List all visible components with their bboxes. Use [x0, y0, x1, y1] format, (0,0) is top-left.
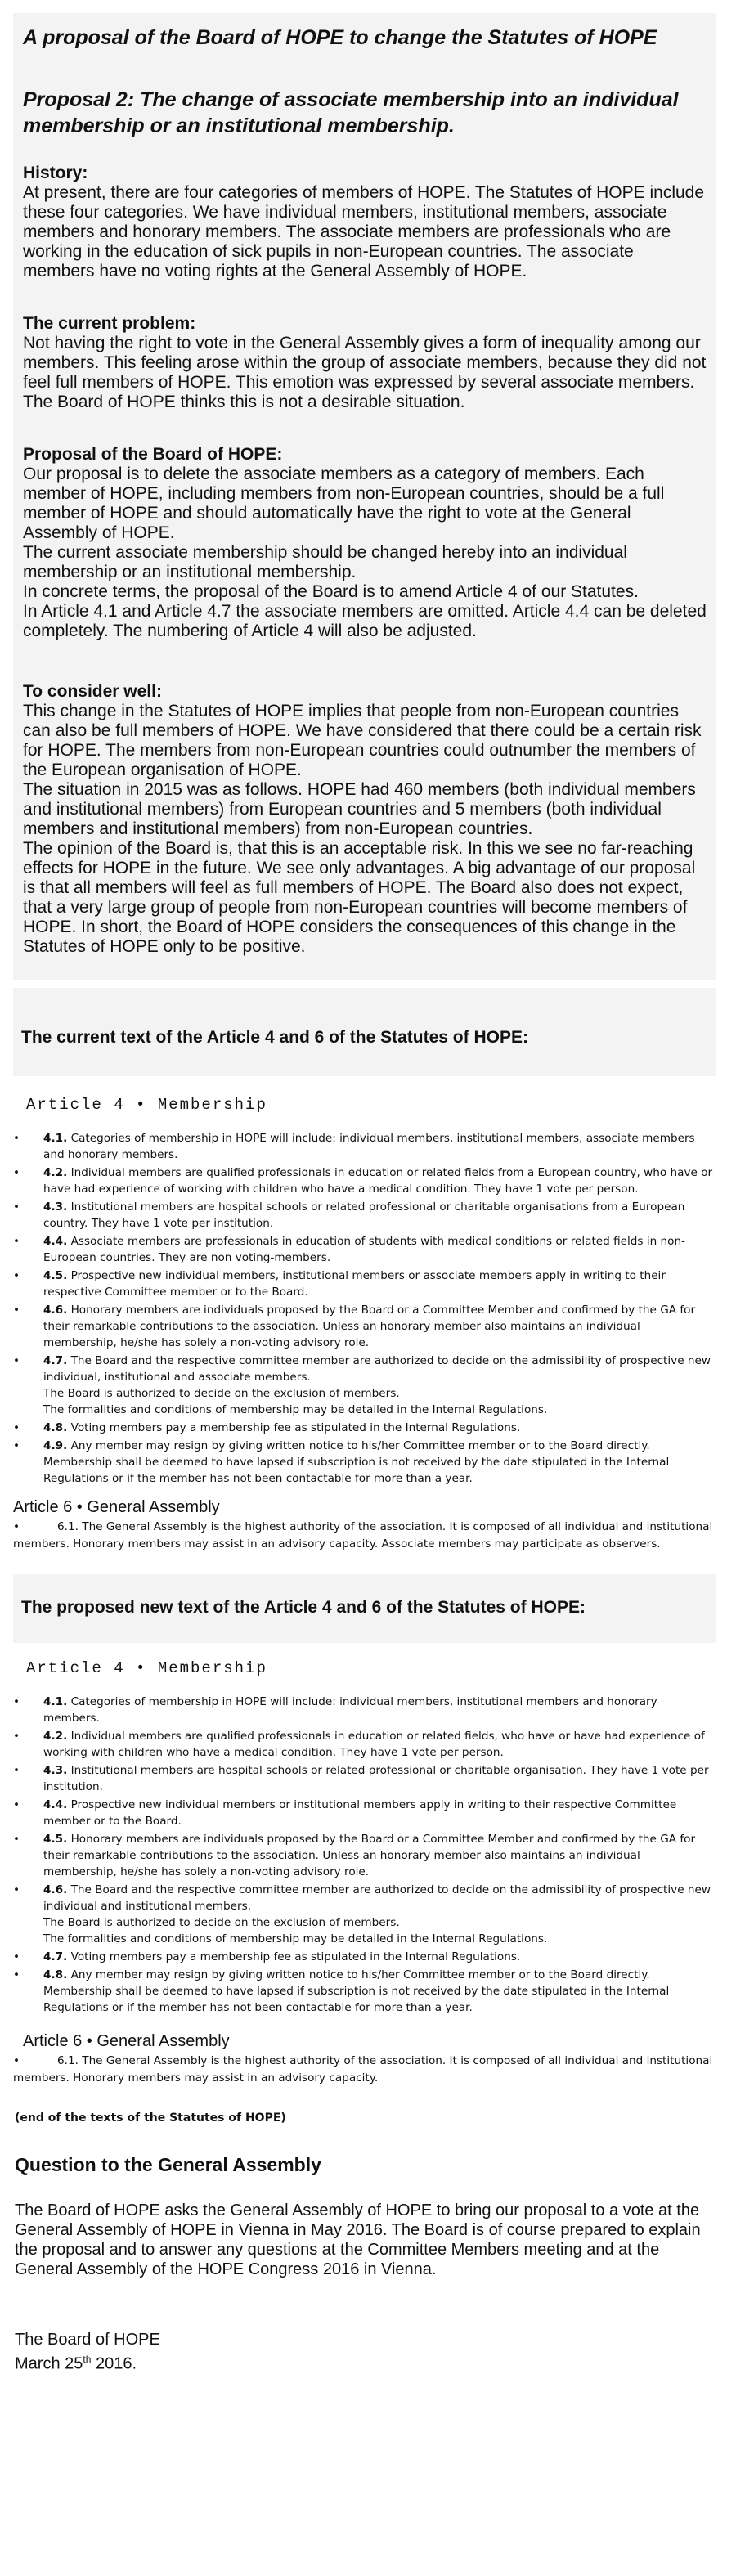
section-to-consider — [23, 682, 707, 957]
article-item-number: 4.3. — [43, 1764, 68, 1777]
signature-date-year: 2016. — [91, 2354, 137, 2373]
current-text-title: The current text of the Article 4 and 6 of the Statutes of HOPE: — [21, 1028, 528, 1047]
signature-date — [15, 2349, 716, 2374]
proposal-title: Proposal 2: The change of associate membership into an individual membership or an institutional membership. — [23, 88, 679, 137]
section-heading: The current problem: — [23, 314, 196, 333]
proposed-article6-heading: Article 6 • General Assembly — [23, 2032, 230, 2050]
article6-paragraph: 6.1. The General Assembly is the highest authority of the association. It is composed of all individual and institutional members. Honorary members may assist in an advisory capacity. — [13, 2054, 713, 2085]
article-item — [13, 1199, 716, 1232]
article-item-number: 4.7. — [43, 1950, 68, 1963]
article-item-number: 4.1. — [43, 1695, 68, 1708]
section-paragraph: This change in the Statutes of HOPE implies that people from non-European countries can also be full members of HOPE. We have considered that there could be a certain risk for HOPE. The members from non-European countries could outnumber the members of the European organisation of HOPE. — [23, 702, 702, 779]
current-article4-list — [13, 1130, 716, 1487]
document-title: A proposal of the Board of HOPE to change the Statutes of HOPE — [23, 26, 657, 49]
bullet: • — [13, 1304, 20, 1317]
article-item — [13, 1420, 716, 1436]
article-item-number: 4.7. — [43, 1354, 68, 1367]
article-item-text: Individual members are qualified professionals in education or related fields, who have or have had experience of working with children who have a medical condition. They have 1 vote per person. — [43, 1730, 705, 1759]
article-item — [13, 1967, 716, 2016]
article-item-number: 4.9. — [43, 1439, 68, 1452]
proposed-text-title: The proposed new text of the Article 4 and 6 of the Statutes of HOPE: — [21, 1598, 586, 1617]
bullet: • — [13, 1354, 20, 1367]
bullet: • — [13, 1166, 20, 1179]
article-item-text: Categories of membership in HOPE will include: individual members, institutional members and honorary members. — [43, 1695, 657, 1725]
article-item-text: Associate members are professionals in education of students with medical conditions or related fields in non-European countries. They are non voting-members. — [43, 1235, 685, 1264]
article-item — [13, 1949, 716, 1965]
article-item-text: Prospective new individual members, institutional members or associate members apply in writing to their respective Committee member or to the Board. — [43, 1269, 666, 1299]
signature-block — [15, 2330, 716, 2374]
article-item-text: Individual members are qualified professionals in education or related fields from a European country, who have or have had experience of working with children who have a medical condition. They have 1 vote per person. — [43, 1166, 713, 1196]
bullet: • — [13, 1764, 20, 1777]
bullet: • — [13, 2054, 20, 2067]
article-item-text: Prospective new individual members or institutional members apply in writing to their respective Committee member or to the Board. — [43, 1798, 677, 1828]
section-board-proposal — [23, 445, 707, 641]
article6-paragraph: 6.1. The General Assembly is the highest authority of the association. It is composed of all individual and institutional members. Honorary members may assist in an advisory capacity. Associate members may participate as observers. — [13, 1520, 713, 1551]
article-item — [13, 1353, 716, 1418]
bullet: • — [13, 1798, 20, 1811]
bullet: • — [13, 1235, 20, 1248]
section-paragraph: In Article 4.1 and Article 4.7 the associate members are omitted. Article 4.4 can be deleted completely. The numbering of Article 4 will also be adjusted. — [23, 602, 707, 640]
proposed-article4-list — [13, 1694, 716, 2016]
article-item-number: 4.4. — [43, 1798, 68, 1811]
article-item-extra: The Board is authorized to decide on the exclusion of members. — [43, 1387, 400, 1400]
bullet: • — [13, 1421, 20, 1434]
article-item — [13, 1797, 716, 1829]
article-item — [13, 1762, 716, 1795]
current-article6-heading: Article 6 • General Assembly — [13, 1498, 220, 1516]
article-item-extra: The formalities and conditions of membership may be detailed in the Internal Regulations. — [43, 1932, 548, 1945]
section-heading: To consider well: — [23, 682, 162, 701]
section-paragraph: The current associate membership should be changed hereby into an individual membership or an institutional membership. — [23, 543, 627, 581]
article-item — [13, 1438, 716, 1487]
article-item-extra: Membership shall be deemed to have lapsed if subscription is not received by the date stipulated in the Internal Regulations or if the member has not been contactable for more than a year. — [43, 1456, 670, 1485]
current-text-banner — [13, 988, 716, 1076]
article-item-number: 4.5. — [43, 1269, 68, 1282]
article-item-text: Institutional members are hospital schools or related professional or charitable organisations from a European country. They have 1 vote per institution. — [43, 1200, 685, 1230]
article-item — [13, 1831, 716, 1880]
article-item-text: The Board and the respective committee member are authorized to decide on the admissibility of prospective new individual and institutional members. — [43, 1883, 711, 1913]
article-item — [13, 1268, 716, 1300]
article-item-number: 4.8. — [43, 1421, 68, 1434]
bullet: • — [13, 1439, 20, 1452]
article-item — [13, 1728, 716, 1761]
section-current-problem — [23, 314, 707, 412]
article-item — [13, 1233, 716, 1266]
bullet: • — [13, 1950, 20, 1963]
article-item-number: 4.6. — [43, 1304, 68, 1317]
document-page — [13, 13, 716, 2374]
article-item — [13, 1130, 716, 1163]
question-text: The Board of HOPE asks the General Assembly of HOPE to bring our proposal to a vote at the General Assembly of HOPE in Vienna in May 2016. The Board is of course prepared to explain the proposal and to answer any questions at the Committee Members meeting and at the General Assembly of the HOPE Congress 2016 in Vienna. — [15, 2201, 701, 2278]
article-item-text: Institutional members are hospital schools or related professional or charitable organisation. They have 1 vote per institution. — [43, 1764, 709, 1793]
article-item-number: 4.5. — [43, 1833, 68, 1846]
section-paragraph: At present, there are four categories of members of HOPE. The Statutes of HOPE include these four categories. We have individual members, institutional members, associate members and honorary members. The associate members are professionals who are working in the education of sick pupils in non-European countries. The associate members have no voting rights at the General Assembly of HOPE. — [23, 183, 705, 280]
article-item-extra: The formalities and conditions of membership may be detailed in the Internal Regulations. — [43, 1403, 548, 1416]
bullet: • — [13, 1730, 20, 1743]
article-item-text: Honorary members are individuals proposed by the Board or a Committee Member and confirmed by the GA for their remarkable contributions to the association. Unless an honorary member also maintains an individual membership, he/she has solely a non-voting advisory role. — [43, 1304, 696, 1349]
article-item-number: 4.2. — [43, 1166, 68, 1179]
current-article6-text — [13, 1519, 716, 1553]
bullet: • — [13, 1132, 20, 1145]
article-item — [13, 1882, 716, 1947]
bullet: • — [13, 1269, 20, 1282]
bullet: • — [13, 1968, 20, 1981]
section-paragraph: Not having the right to vote in the General Assembly gives a form of inequality among our members. This feeling arose within the group of associate members, because they did not feel full members of HOPE. This emotion was expressed by several associate members. The Board of HOPE thinks this is not a desirable situation. — [23, 334, 707, 411]
article-item-text: Voting members pay a membership fee as stipulated in the Internal Regulations. — [70, 1950, 521, 1963]
article-item-text: The Board and the respective committee member are authorized to decide on the admissibility of prospective new individual, institutional and associate members. — [43, 1354, 711, 1384]
proposed-article6-text — [13, 2053, 716, 2087]
article-item-number: 4.2. — [43, 1730, 68, 1743]
bullet: • — [13, 1695, 20, 1708]
article-item-extra: The Board is authorized to decide on the exclusion of members. — [43, 1916, 400, 1929]
section-paragraph: Our proposal is to delete the associate members as a category of members. Each member of HOPE, including members from non-European countries, should be a full member of HOPE and should automatically have the right to vote at the General Assembly of HOPE. — [23, 464, 665, 542]
article-item-text: Any member may resign by giving written notice to his/her Committee member or to the Board directly. — [70, 1439, 650, 1452]
signature-date-main: March 25 — [15, 2354, 83, 2373]
bullet: • — [13, 1833, 20, 1846]
article-item-text: Any member may resign by giving written notice to his/her Committee member or to the Board directly. — [70, 1968, 650, 1981]
section-paragraph: The situation in 2015 was as follows. HOPE had 460 members (both individual members and institutional members) from European countries and 5 members (both individual members and institutional members) from non-European countries. — [23, 780, 696, 838]
section-paragraph: In concrete terms, the proposal of the Board is to amend Article 4 of our Statutes. — [23, 582, 639, 601]
section-paragraph: The opinion of the Board is, that this is an acceptable risk. In this we see no far-reaching effects for HOPE in the future. We see only advantages. A big advantage of our proposal is that all members will feel as full members of HOPE. The Board also does not expect, that a very large group of people from non-European countries will become members of HOPE. In short, the Board of HOPE considers the consequences of this change in the Statutes of HOPE only to be positive. — [23, 839, 696, 956]
bullet: • — [13, 1883, 20, 1896]
article-item-number: 4.8. — [43, 1968, 68, 1981]
proposed-article4-heading: Article 4 • Membership — [26, 1659, 267, 1677]
bullet: • — [13, 1520, 20, 1533]
article-item — [13, 1165, 716, 1197]
article-item-number: 4.1. — [43, 1132, 68, 1145]
bullet: • — [13, 1200, 20, 1214]
article-item-text: Voting members pay a membership fee as stipulated in the Internal Regulations. — [70, 1421, 521, 1434]
intro-block — [13, 13, 716, 980]
current-article4-heading: Article 4 • Membership — [26, 1096, 267, 1114]
article-item — [13, 1302, 716, 1351]
article-item-text: Honorary members are individuals proposed by the Board or a Committee Member and confirmed by the GA for their remarkable contributions to the association. Unless an honorary member also maintains an individual membership, he/she has solely a non-voting advisory role. — [43, 1833, 696, 1878]
end-of-statutes-note: (end of the texts of the Statutes of HOPE) — [15, 2112, 286, 2125]
section-history — [23, 164, 707, 281]
signature-org: The Board of HOPE — [15, 2331, 160, 2349]
section-heading: History: — [23, 164, 88, 182]
article-item-number: 4.3. — [43, 1200, 68, 1214]
article-item-text: Categories of membership in HOPE will include: individual members, institutional members, associate members and honorary members. — [43, 1132, 695, 1161]
proposed-text-banner — [13, 1574, 716, 1643]
article-item — [13, 1694, 716, 1726]
question-title: Question to the General Assembly — [15, 2154, 321, 2175]
section-heading: Proposal of the Board of HOPE: — [23, 445, 283, 464]
signature-date-suffix: th — [83, 2354, 92, 2365]
article-item-number: 4.4. — [43, 1235, 68, 1248]
article-item-number: 4.6. — [43, 1883, 68, 1896]
article-item-extra: Membership shall be deemed to have lapsed if subscription is not received by the date stipulated in the Internal Regulations or if the member has not been contactable for more than a year. — [43, 1985, 670, 2014]
